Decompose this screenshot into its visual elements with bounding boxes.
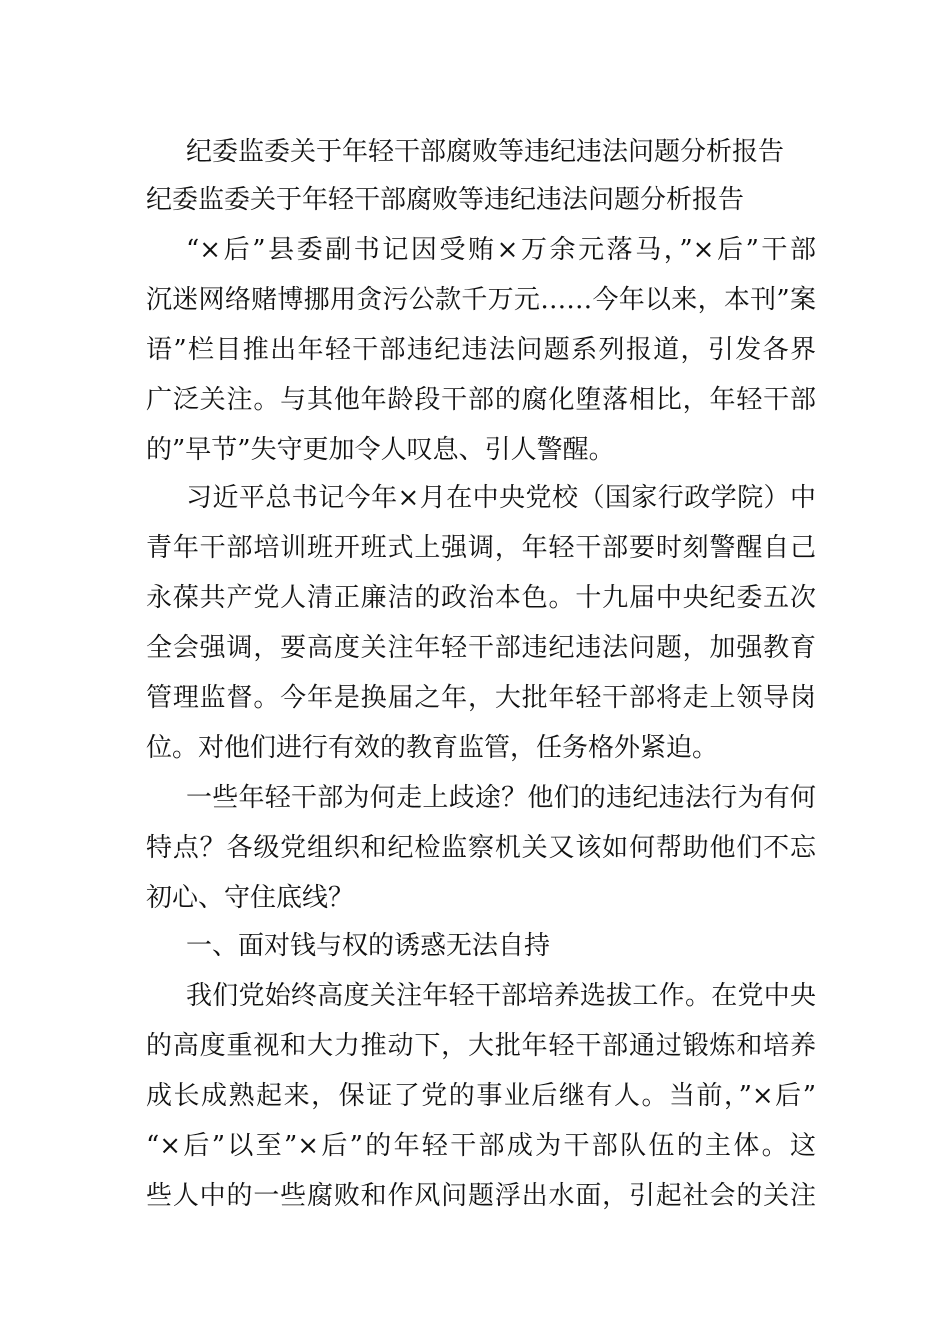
section-heading-1: 一、面对钱与权的诱惑无法自持 <box>186 931 551 961</box>
paragraph-4-line-1: 我们党始终高度关注年轻干部培养选拔工作。在党中央 <box>186 981 816 1011</box>
paragraph-1-line-4: 广泛关注。与其他年龄段干部的腐化堕落相比，年轻干部 <box>146 385 816 415</box>
paragraph-2-line-6: 位。对他们进行有效的教育监管，任务格外紧迫。 <box>146 733 719 763</box>
paragraph-4-line-3: 成长成熟起来，保证了党的事业后继有人。当前，”×后” <box>146 1081 816 1111</box>
paragraph-4-line-5: 些人中的一些腐败和作风问题浮出水面，引起社会的关注 <box>146 1181 816 1211</box>
paragraph-4-line-2: 的高度重视和大力推动下，大批年轻干部通过锻炼和培养 <box>146 1031 816 1061</box>
paragraph-2-line-3: 永葆共产党人清正廉洁的政治本色。十九届中央纪委五次 <box>146 583 816 613</box>
paragraph-2-line-2: 青年干部培训班开班式上强调，年轻干部要时刻警醒自己 <box>146 533 816 563</box>
paragraph-2-line-4: 全会强调，要高度关注年轻干部违纪违法问题，加强教育 <box>146 633 816 663</box>
paragraph-4-line-4: “×后”以至”×后”的年轻干部成为干部队伍的主体。这 <box>146 1131 816 1161</box>
paragraph-3-line-3: 初心、守住底线？ <box>146 883 355 913</box>
document-title: 纪委监委关于年轻干部腐败等违纪违法问题分析报告 <box>186 137 785 167</box>
paragraph-3-line-1: 一些年轻干部为何走上歧途？他们的违纪违法行为有何 <box>186 783 816 813</box>
paragraph-2-line-1: 习近平总书记今年×月在中央党校（国家行政学院）中 <box>186 483 816 513</box>
paragraph-3-line-2: 特点？各级党组织和纪检监察机关又该如何帮助他们不忘 <box>146 833 816 863</box>
paragraph-1-line-2: 沉迷网络赌博挪用贪污公款千万元……今年以来，本刊”案 <box>146 285 816 315</box>
paragraph-1-line-5: 的”早节”失守更加令人叹息、引人警醒。 <box>146 435 615 465</box>
document-subtitle: 纪委监委关于年轻干部腐败等违纪违法问题分析报告 <box>146 185 745 215</box>
paragraph-1-line-3: 语”栏目推出年轻干部违纪违法问题系列报道，引发各界 <box>146 335 816 365</box>
paragraph-1-line-1: “×后”县委副书记因受贿×万余元落马，”×后”干部 <box>186 235 816 265</box>
paragraph-2-line-5: 管理监督。今年是换届之年，大批年轻干部将走上领导岗 <box>146 683 816 713</box>
